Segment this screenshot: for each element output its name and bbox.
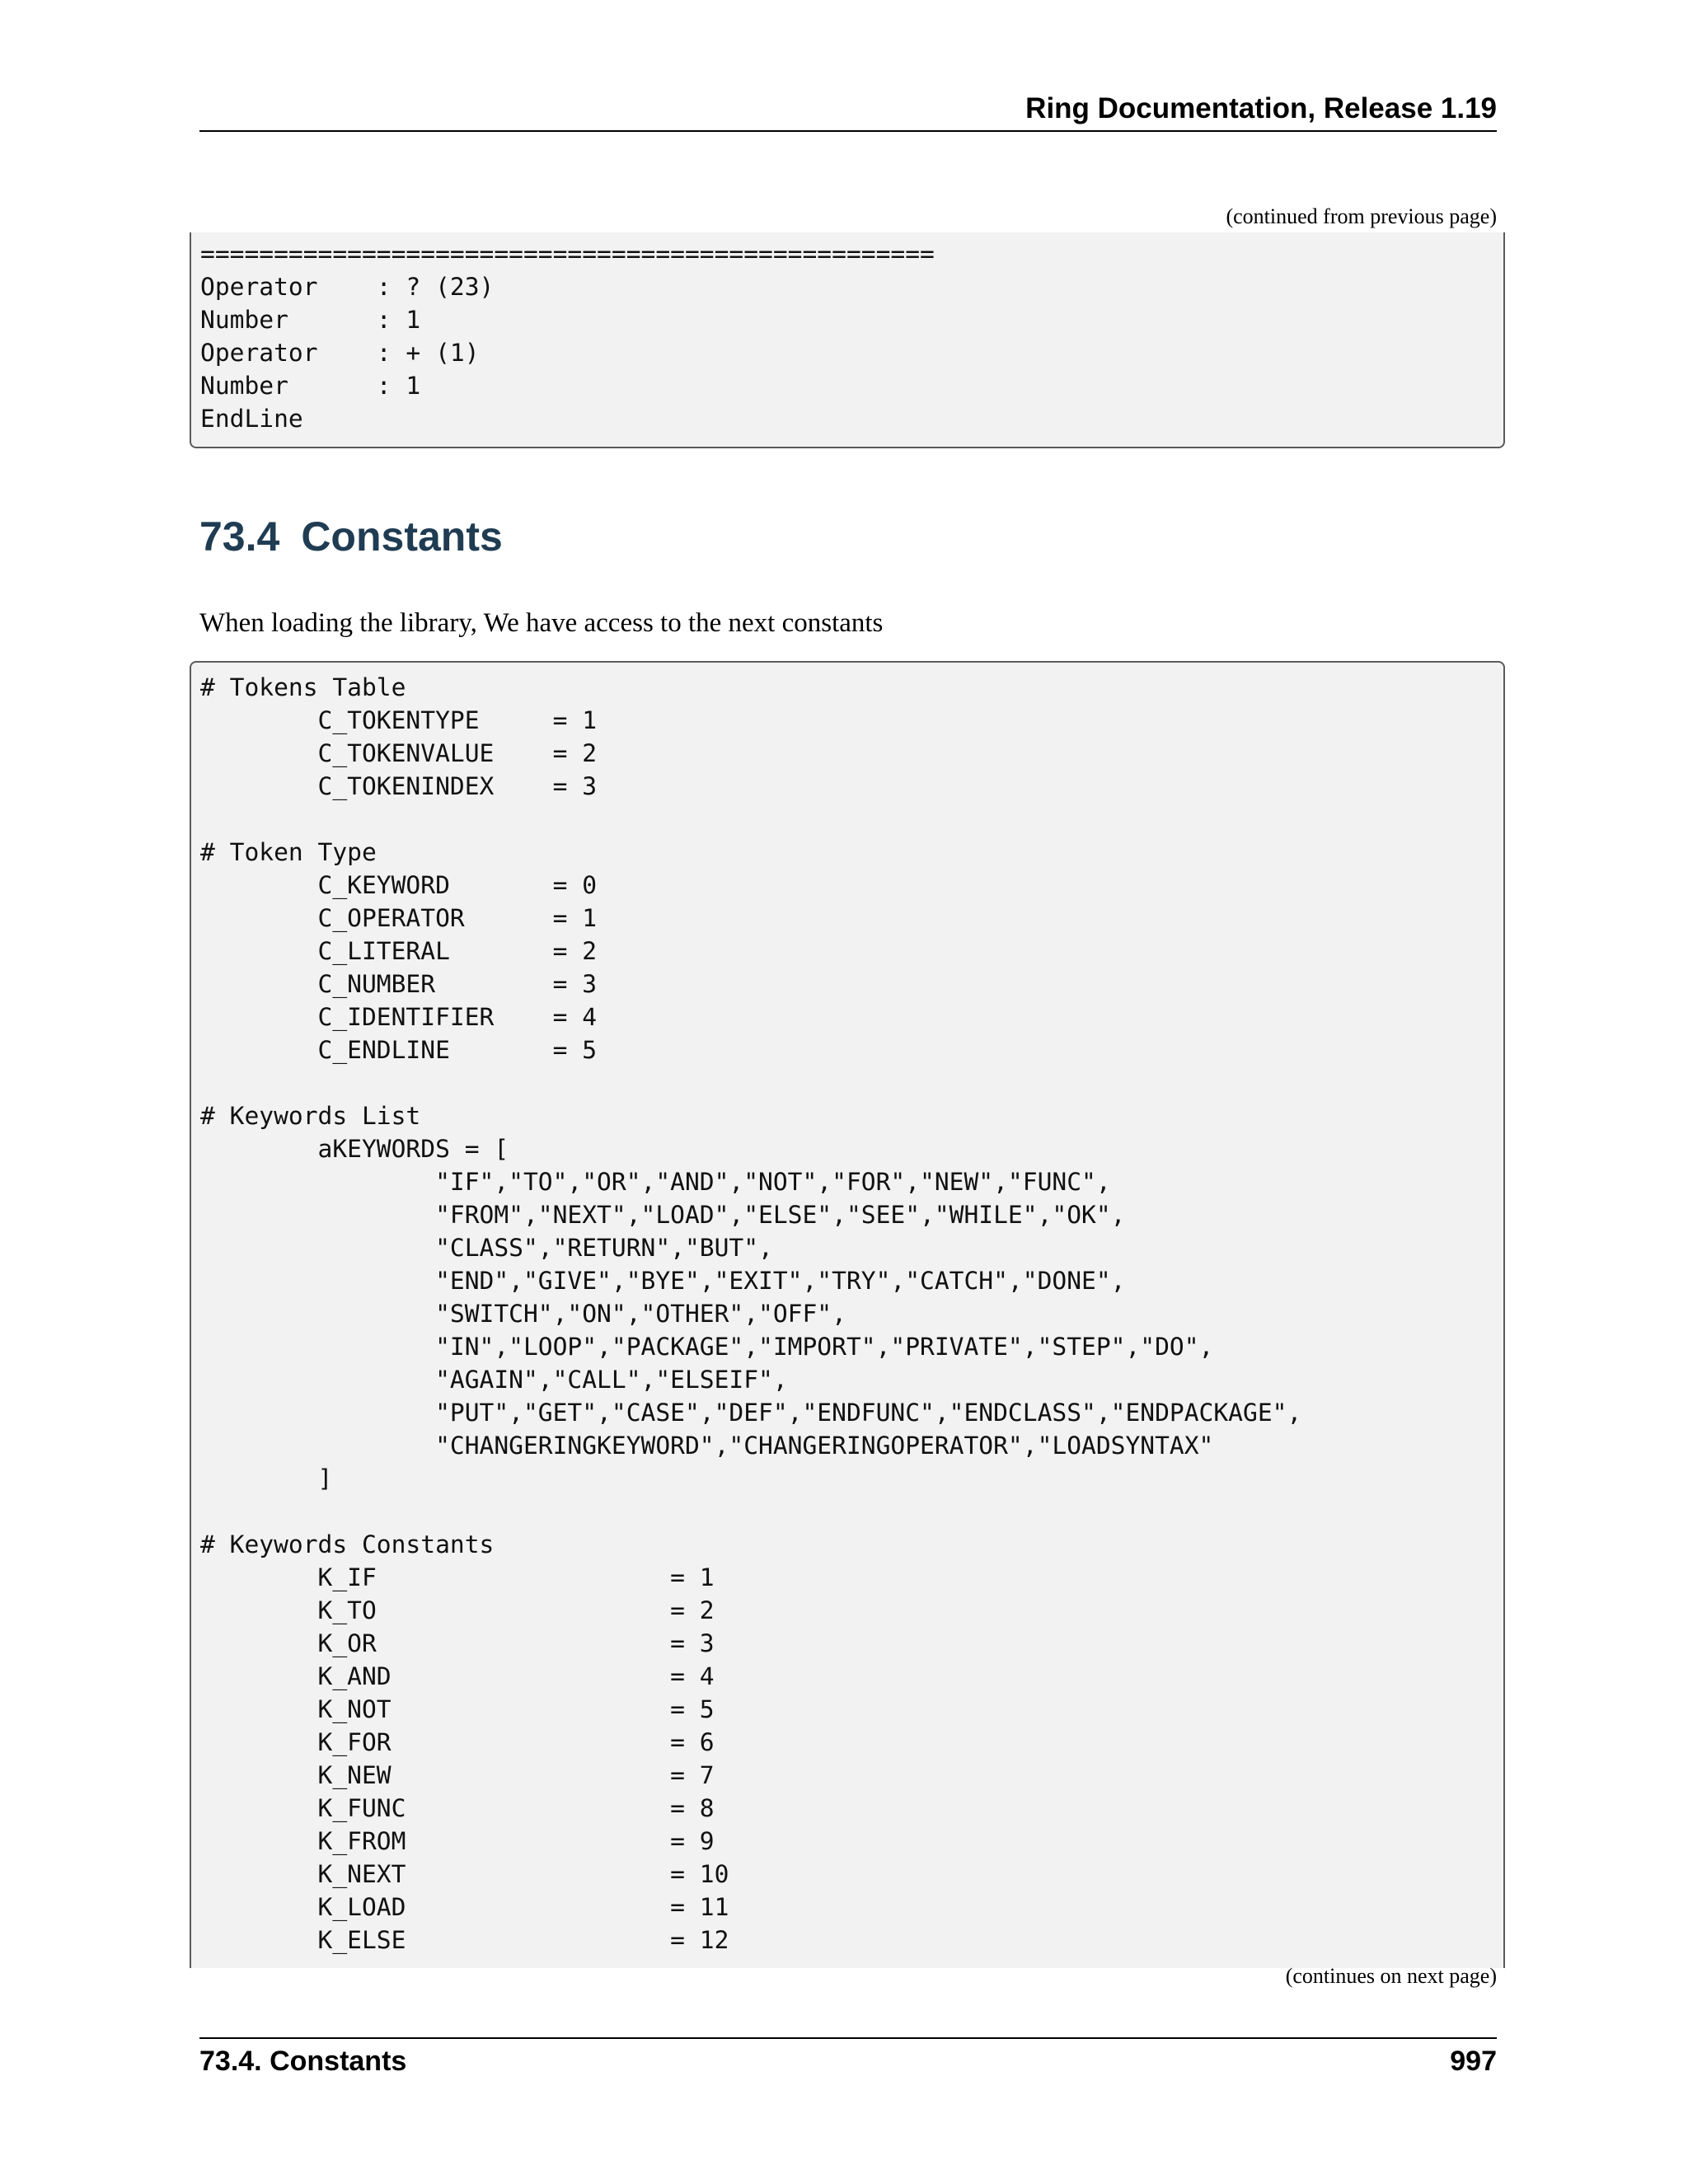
continued-from-note: (continued from previous page) bbox=[1226, 204, 1497, 228]
footer-section-title: 73.4. Constants bbox=[199, 2046, 407, 2077]
section-heading bbox=[199, 513, 503, 560]
footer-rule bbox=[199, 2037, 1497, 2039]
code-block-constants bbox=[190, 661, 1505, 1968]
section-intro-paragraph: When loading the library, We have access to the next constants bbox=[199, 608, 884, 638]
code-text-constants: # Tokens Table C_TOKENTYPE = 1 C_TOKENVALUE = 2 C_TOKENINDEX = 3 # Token Type C_KEYWORD = 0 C_OPERATOR = 1 C_LITERAL = 2 C_NUMBER = 3 C_IDENTIFIER = 4 C_ENDLINE = 5 # Keywords List aKEYWORDS = [ "IF","TO","OR","AND","NOT","FOR","NEW","FUNC", "FROM","NEXT","LOAD","ELSE","SEE","WHILE","OK", "CLASS","RETURN","BUT", "END","GIVE","BYE","EXIT","TRY","CATCH","DONE", "SWITCH","ON","OTHER","OFF", "IN","LOOP","PACKAGE","IMPORT","PRIVATE","STEP","DO", "AGAIN","CALL","ELSEIF", "PUT","GET","CASE","DEF","ENDFUNC","ENDCLASS","ENDPACKAGE", "CHANGERINGKEYWORD","CHANGERINGOPERATOR","LOADSYNTAX" ] # Keywords Constants K_IF = 1 K_TO = 2 K_OR = 3 K_AND = 4 K_NOT = 5 K_FOR = 6 K_NEW = 7 K_FUNC = 8 K_FROM = 9 K_NEXT = 10 K_LOAD = 11 K_ELSE = 12 bbox=[200, 673, 1302, 1954]
running-header-title: Ring Documentation, Release 1.19 bbox=[1025, 92, 1497, 124]
continues-on-note: (continues on next page) bbox=[1285, 1964, 1497, 1988]
header-rule bbox=[199, 130, 1497, 132]
code-block-token-output bbox=[190, 232, 1505, 448]
code-text-token-output: ================================================== Operator : ? (23) Number : 1 Operator : + (1) Number : 1 EndLine bbox=[200, 240, 935, 433]
section-number: 73.4 bbox=[199, 513, 280, 560]
footer-page-number: 997 bbox=[1450, 2046, 1497, 2077]
section-title: Constants bbox=[301, 513, 503, 560]
